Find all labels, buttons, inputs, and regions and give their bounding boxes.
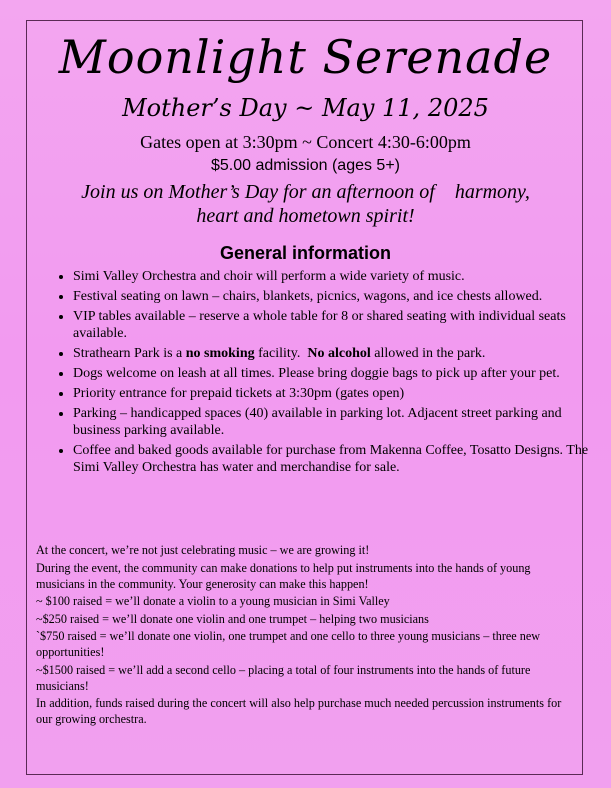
list-item-text: allowed in the park. xyxy=(370,346,486,361)
list-item: • Priority entrance for prepaid tickets at 3:30pm (gates open) xyxy=(73,385,593,402)
donation-tier: `$750 raised = we’ll donate one violin, one trumpet and one cello to three young musicians – three new opportunities! xyxy=(36,629,541,659)
list-item: • Parking – handicapped spaces (40) available in parking lot. Adjacent street parking and business parking available. xyxy=(73,405,593,439)
donation-closing: In addition, funds raised during the concert will also help purchase much needed percussion instruments for our growing orchestra. xyxy=(36,696,562,726)
list-item xyxy=(73,345,593,362)
event-tagline xyxy=(40,180,571,228)
tagline-line-2: heart and hometown spirit! xyxy=(196,205,415,227)
list-item-text: Strathearn Park is a xyxy=(73,346,186,361)
donation-description: During the event, the community can make donations to help put instruments into the hands of young musicians in the community. Your generosity can make this happen! xyxy=(36,560,531,591)
donation-tier: ~$1500 raised = we’ll add a second cello – placing a total of four instruments into the hands of future musicians! xyxy=(36,662,531,693)
donation-section xyxy=(36,542,576,729)
donation-tier: ~ $100 raised = we’ll donate a violin to a young musician in Simi Valley xyxy=(36,594,390,608)
event-title: Moonlight Serenade xyxy=(58,30,553,84)
no-smoking-emphasis: no smoking xyxy=(185,346,255,361)
event-date: Mother’s Day ~ May 11, 2025 xyxy=(122,94,489,122)
list-item: • VIP tables available – reserve a whole table for 8 or shared seating with individual seats available. xyxy=(73,308,593,342)
list-item: • Dogs welcome on leash at all times. Please bring doggie bags to pick up after your pet. xyxy=(73,365,593,382)
list-item-text: facility. xyxy=(254,346,308,361)
general-info-heading: General information xyxy=(219,243,392,263)
tagline-line-1: Join us on Mother’s Day for an afternoon of harmony, xyxy=(81,181,530,203)
event-times: Gates open at 3:30pm ~ Concert 4:30-6:00pm xyxy=(140,132,471,152)
list-item: • Simi Valley Orchestra and choir will perform a wide variety of music. xyxy=(73,268,593,285)
donation-intro: At the concert, we’re not just celebrating music – we are growing it! xyxy=(36,543,370,557)
list-item: • Festival seating on lawn – chairs, blankets, picnics, wagons, and ice chests allowed. xyxy=(73,288,593,305)
list-item: • Coffee and baked goods available for purchase from Makenna Coffee, Tosatto Designs. The Simi Valley Orchestra has water and merchandise for sale. xyxy=(73,442,593,476)
donation-tier: ~$250 raised = we’ll donate one violin and one trumpet – helping two musicians xyxy=(36,611,429,626)
admission-price: $5.00 admission (ages 5+) xyxy=(211,157,400,174)
general-info-list xyxy=(55,268,593,479)
no-alcohol-emphasis: No alcohol xyxy=(307,346,371,361)
